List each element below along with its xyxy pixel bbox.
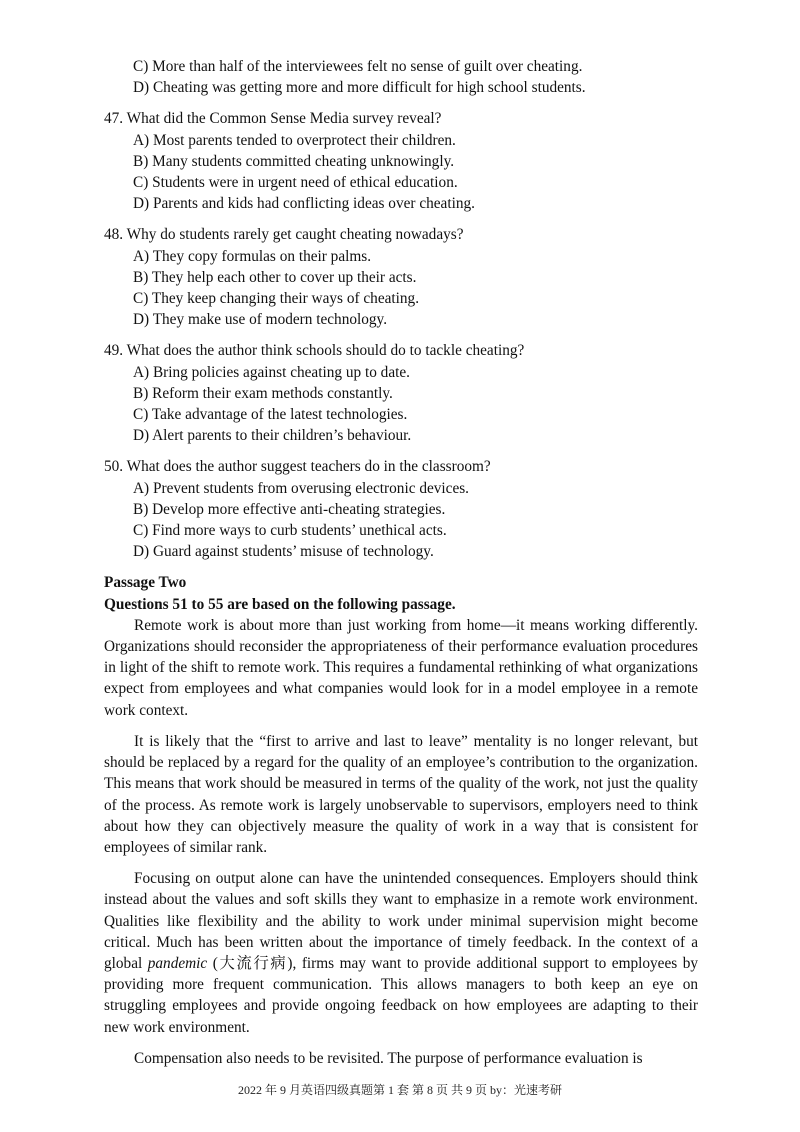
paragraph-text: Focusing on output alone can have the unintended consequences. Employers should think instead about the values and soft skills they want to emphasize in a remote work environment. Qualities like flexibility and the ability to work under minimal supervision might become critical. Much has been written about the importance of timely feedback. In the context of a global <box>104 870 698 972</box>
option-line: D) Cheating was getting more and more difficult for high school students. <box>133 79 586 97</box>
option-line: B) Many students committed cheating unknowingly. <box>133 152 455 170</box>
passage-instruction: Questions 51 to 55 are based on the following passage. <box>104 595 456 613</box>
option-line: B) They help each other to cover up their acts. <box>133 268 417 286</box>
option-line: B) Reform their exam methods constantly. <box>133 384 393 402</box>
passage-heading: Passage Two <box>104 574 187 592</box>
option-line: D) Parents and kids had conflicting ideas over cheating. <box>133 195 475 213</box>
exam-page <box>104 56 698 1069</box>
question-49 <box>104 340 698 446</box>
option-line: A) Prevent students from overusing electronic devices. <box>133 479 470 497</box>
question-stem: 47. What did the Common Sense Media survey reveal? <box>104 110 442 128</box>
question-48 <box>104 224 698 330</box>
passage-paragraph: Remote work is about more than just working from home—it means working differently. Organizations should reconsider the appropriateness of their performance evaluation procedures in light of the shift to remote work. This requires a fundamental rethinking of what organizations expect from employees and what companies would look for in a model employee in a remote work context. <box>104 616 698 719</box>
question-stem: 48. Why do students rarely get caught cheating nowadays? <box>104 226 464 244</box>
option-line: D) Guard against students’ misuse of technology. <box>133 543 434 561</box>
option-line: B) Develop more effective anti-cheating strategies. <box>133 500 446 518</box>
carryover-options <box>104 56 698 98</box>
question-50 <box>104 456 698 562</box>
paragraph-text: , firms may want to provide additional support to employees by providing more frequent communication. This allows managers to both keep an eye on struggling employees and provide ongoing feedback on how employees are adapting to their new work environment. <box>104 954 698 1036</box>
passage-two <box>104 572 698 1068</box>
term-gloss: (大流行病) <box>207 954 293 972</box>
passage-paragraph: Compensation also needs to be revisited. The purpose of performance evaluation is <box>134 1049 643 1067</box>
option-line: C) Students were in urgent need of ethical education. <box>133 174 458 192</box>
option-line: A) Bring policies against cheating up to date. <box>133 363 410 381</box>
option-line: A) Most parents tended to overprotect their children. <box>133 131 456 149</box>
question-stem: 50. What does the author suggest teachers do in the classroom? <box>104 458 491 476</box>
page-footer: 2022 年 9 月英语四级真题第 1 套 第 8 页 共 9 页 by：光速考研 <box>237 1083 562 1097</box>
option-line: A) They copy formulas on their palms. <box>133 247 372 265</box>
option-line: C) Take advantage of the latest technologies. <box>133 406 408 424</box>
passage-paragraph <box>104 868 698 1038</box>
italic-term: pandemic <box>147 954 208 972</box>
option-line: C) Find more ways to curb students’ unethical acts. <box>133 522 447 540</box>
option-line: C) More than half of the interviewees felt no sense of guilt over cheating. <box>133 58 583 75</box>
option-line: C) They keep changing their ways of cheating. <box>133 290 420 308</box>
question-stem: 49. What does the author think schools should do to tackle cheating? <box>104 342 525 360</box>
passage-paragraph: It is likely that the “first to arrive and last to leave” mentality is no longer relevant, but should be replaced by a regard for the quality of an employee’s contribution to the organization. This means that work should be measured in terms of the quality of the work, not just the quality of the process. As remote work is largely unobservable to supervisors, employers need to think about how they can objectively measure the quality of work in a way that is consistent for employees of similar rank. <box>104 732 698 856</box>
question-47 <box>104 108 698 214</box>
option-line: D) Alert parents to their children’s behaviour. <box>133 427 412 445</box>
option-line: D) They make use of modern technology. <box>133 311 388 329</box>
